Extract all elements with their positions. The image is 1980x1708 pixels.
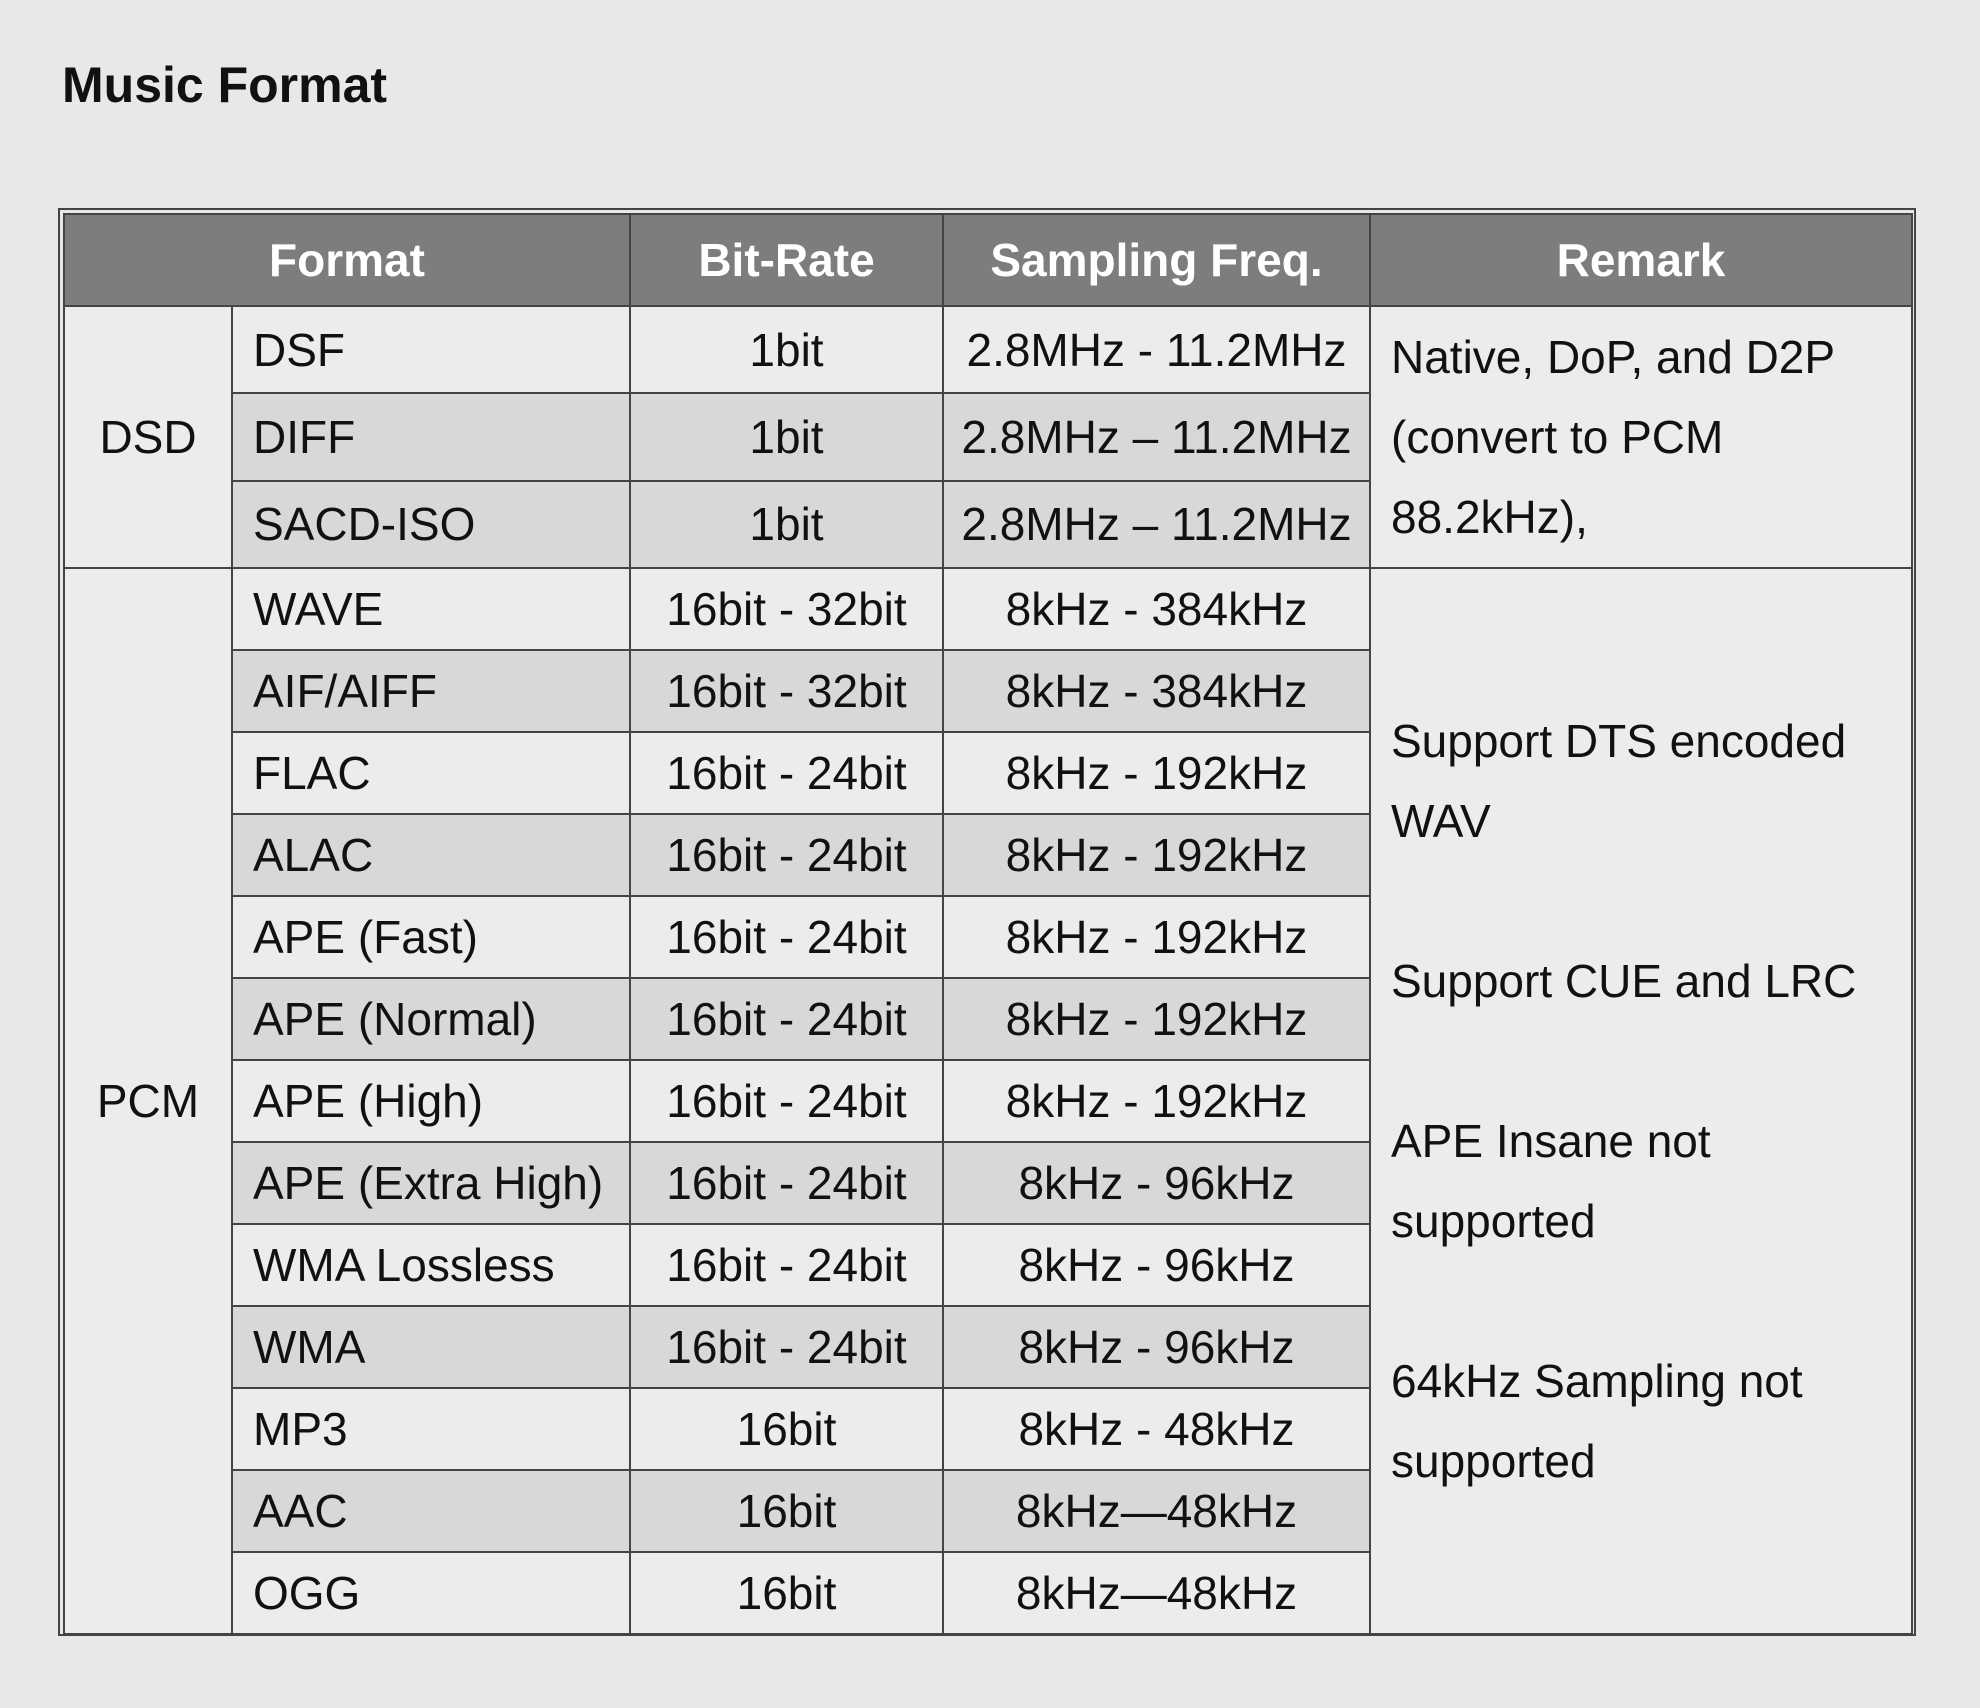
sampling-cell: 2.8MHz – 11.2MHz xyxy=(943,393,1370,480)
format-cell: AAC xyxy=(232,1470,630,1552)
remark-spacer xyxy=(1391,861,1891,941)
bitrate-cell: 16bit - 32bit xyxy=(630,650,943,732)
sampling-cell: 8kHz - 384kHz xyxy=(943,650,1370,732)
header-format: Format xyxy=(64,214,630,306)
sampling-cell: 8kHz - 384kHz xyxy=(943,568,1370,650)
sampling-cell: 8kHz—48kHz xyxy=(943,1552,1370,1634)
bitrate-cell: 16bit xyxy=(630,1470,943,1552)
format-cell: DIFF xyxy=(232,393,630,480)
sampling-cell: 8kHz - 192kHz xyxy=(943,1060,1370,1142)
bitrate-cell: 16bit - 24bit xyxy=(630,732,943,814)
remark-line: 64kHz Sampling not xyxy=(1391,1355,1803,1407)
page-title: Music Format xyxy=(62,57,388,113)
bitrate-cell: 16bit - 24bit xyxy=(630,1306,943,1388)
bitrate-cell: 1bit xyxy=(630,481,943,568)
sampling-cell: 8kHz - 192kHz xyxy=(943,896,1370,978)
format-cell: SACD-ISO xyxy=(232,481,630,568)
remark-line: supported xyxy=(1391,1195,1596,1247)
remark-pcm xyxy=(1370,568,1912,1634)
remark-line: APE Insane not xyxy=(1391,1115,1711,1167)
sampling-cell: 8kHz - 192kHz xyxy=(943,978,1370,1060)
format-cell: WMA Lossless xyxy=(232,1224,630,1306)
format-cell: APE (Normal) xyxy=(232,978,630,1060)
format-cell: APE (Extra High) xyxy=(232,1142,630,1224)
group-label-dsd: DSD xyxy=(64,306,232,568)
sampling-cell: 8kHz—48kHz xyxy=(943,1470,1370,1552)
sampling-cell: 8kHz - 192kHz xyxy=(943,732,1370,814)
bitrate-cell: 16bit - 24bit xyxy=(630,814,943,896)
bitrate-cell: 16bit - 32bit xyxy=(630,568,943,650)
remark-line: Support DTS encoded xyxy=(1391,715,1847,767)
format-cell: FLAC xyxy=(232,732,630,814)
format-cell: WMA xyxy=(232,1306,630,1388)
remark-line: (convert to PCM xyxy=(1391,411,1724,463)
sampling-cell: 8kHz - 96kHz xyxy=(943,1224,1370,1306)
bitrate-cell: 1bit xyxy=(630,306,943,393)
sampling-cell: 8kHz - 96kHz xyxy=(943,1306,1370,1388)
remark-line: WAV xyxy=(1391,795,1491,847)
header-remark: Remark xyxy=(1370,214,1912,306)
remark-dsd xyxy=(1370,306,1912,568)
remark-line: supported xyxy=(1391,1435,1596,1487)
table-row xyxy=(64,568,1912,650)
bitrate-cell: 16bit xyxy=(630,1388,943,1470)
format-cell: APE (High) xyxy=(232,1060,630,1142)
format-cell: ALAC xyxy=(232,814,630,896)
sampling-cell: 8kHz - 96kHz xyxy=(943,1142,1370,1224)
remark-spacer xyxy=(1391,1021,1891,1101)
sampling-cell: 2.8MHz - 11.2MHz xyxy=(943,306,1370,393)
sampling-cell: 8kHz - 192kHz xyxy=(943,814,1370,896)
bitrate-cell: 1bit xyxy=(630,393,943,480)
bitrate-cell: 16bit - 24bit xyxy=(630,896,943,978)
remark-line: Native, DoP, and D2P xyxy=(1391,331,1836,383)
header-bitrate: Bit-Rate xyxy=(630,214,943,306)
bitrate-cell: 16bit - 24bit xyxy=(630,1224,943,1306)
remark-line: 88.2kHz), xyxy=(1391,491,1588,543)
sampling-cell: 8kHz - 48kHz xyxy=(943,1388,1370,1470)
format-cell: AIF/AIFF xyxy=(232,650,630,732)
format-cell: WAVE xyxy=(232,568,630,650)
table-row xyxy=(64,306,1912,393)
remark-spacer xyxy=(1391,1261,1891,1341)
bitrate-cell: 16bit - 24bit xyxy=(630,1060,943,1142)
format-cell: DSF xyxy=(232,306,630,393)
format-cell: OGG xyxy=(232,1552,630,1634)
bitrate-cell: 16bit - 24bit xyxy=(630,1142,943,1224)
bitrate-cell: 16bit - 24bit xyxy=(630,978,943,1060)
header-sampling: Sampling Freq. xyxy=(943,214,1370,306)
format-cell: MP3 xyxy=(232,1388,630,1470)
remark-line: Support CUE and LRC xyxy=(1391,955,1857,1007)
bitrate-cell: 16bit xyxy=(630,1552,943,1634)
group-label-pcm: PCM xyxy=(64,568,232,1634)
header-row xyxy=(64,214,1912,306)
music-format-table-frame xyxy=(58,208,1916,1636)
music-format-table xyxy=(63,213,1913,1635)
format-cell: APE (Fast) xyxy=(232,896,630,978)
sampling-cell: 2.8MHz – 11.2MHz xyxy=(943,481,1370,568)
